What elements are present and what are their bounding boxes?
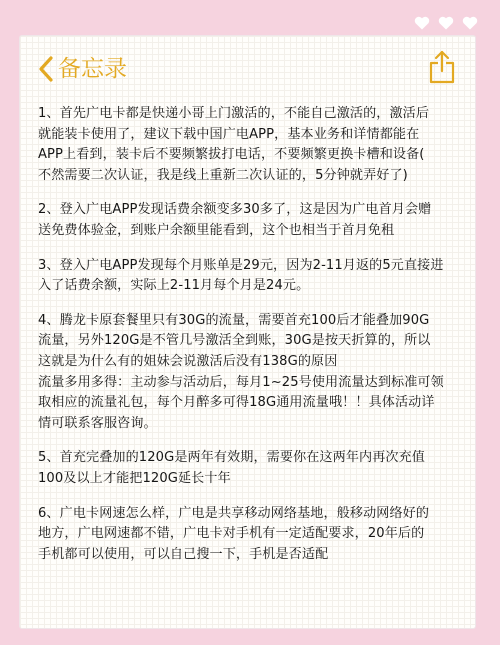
hearts-decoration [414, 16, 478, 30]
note-paragraph: 5、首充完叠加的120G是两年有效期，需要你在这两年内再次充值 100及以上才能把120G延长十年 [38, 450, 426, 486]
note-body[interactable] [38, 104, 461, 579]
memo-card [20, 36, 475, 628]
note-paragraph: 4、腾龙卡原套餐里只有30G的流量，需要首充100后才能叠加90G 流量，另外120G是不管几号激活全到账，30G是按天折算的，所以 这就是为什么有的姐妹会说激活后没有138G的原因 流量多用多得：主动参与活动后，每月1~25号使用流量达到标准可领 取相应的流量礼包，每个月醉多可得18G通用流量哦！！具体活动详 情可联系客服咨询。 [38, 312, 444, 431]
heart-icon [438, 16, 454, 30]
share-icon[interactable] [429, 50, 455, 84]
note-paragraph: 6、广电卡网速怎么样，广电是共享移动网络基地，般移动网络好的 地方，广电网速都不错，广电卡对手机有一定适配要求，20年后的 手机都可以使用，可以自己搜一下，手机是否适配 [38, 505, 430, 562]
heart-icon [462, 16, 478, 30]
heart-icon [414, 16, 430, 30]
back-label: 备忘录 [58, 56, 127, 82]
back-button[interactable] [38, 55, 127, 83]
note-paragraph: 2、登入广电APP发现话费余额变多30多了，这是因为广电首月会赠 送免费体验金，到账户余额里能看到，这个也相当于首月免租 [38, 202, 432, 238]
note-paragraph: 1、首先广电卡都是快递小哥上门激活的，不能自己激活的，激活后 就能装卡使用了，建议下载中国广电APP，基本业务和详情都能在 APP上看到，装卡后不要频繁拔打电话，不要频繁更换卡槽和设备( 不然需要二次认证，我是线上重新二次认证的，5分钟就弄好了) [38, 106, 430, 183]
nav-bar [20, 50, 475, 90]
chevron-left-icon [38, 55, 54, 83]
note-paragraph: 3、登入广电APP发现每个月账单是29元，因为2-11月返的5元直接进 入了话费余额，实际上2-11月每个月是24元。 [38, 257, 444, 294]
